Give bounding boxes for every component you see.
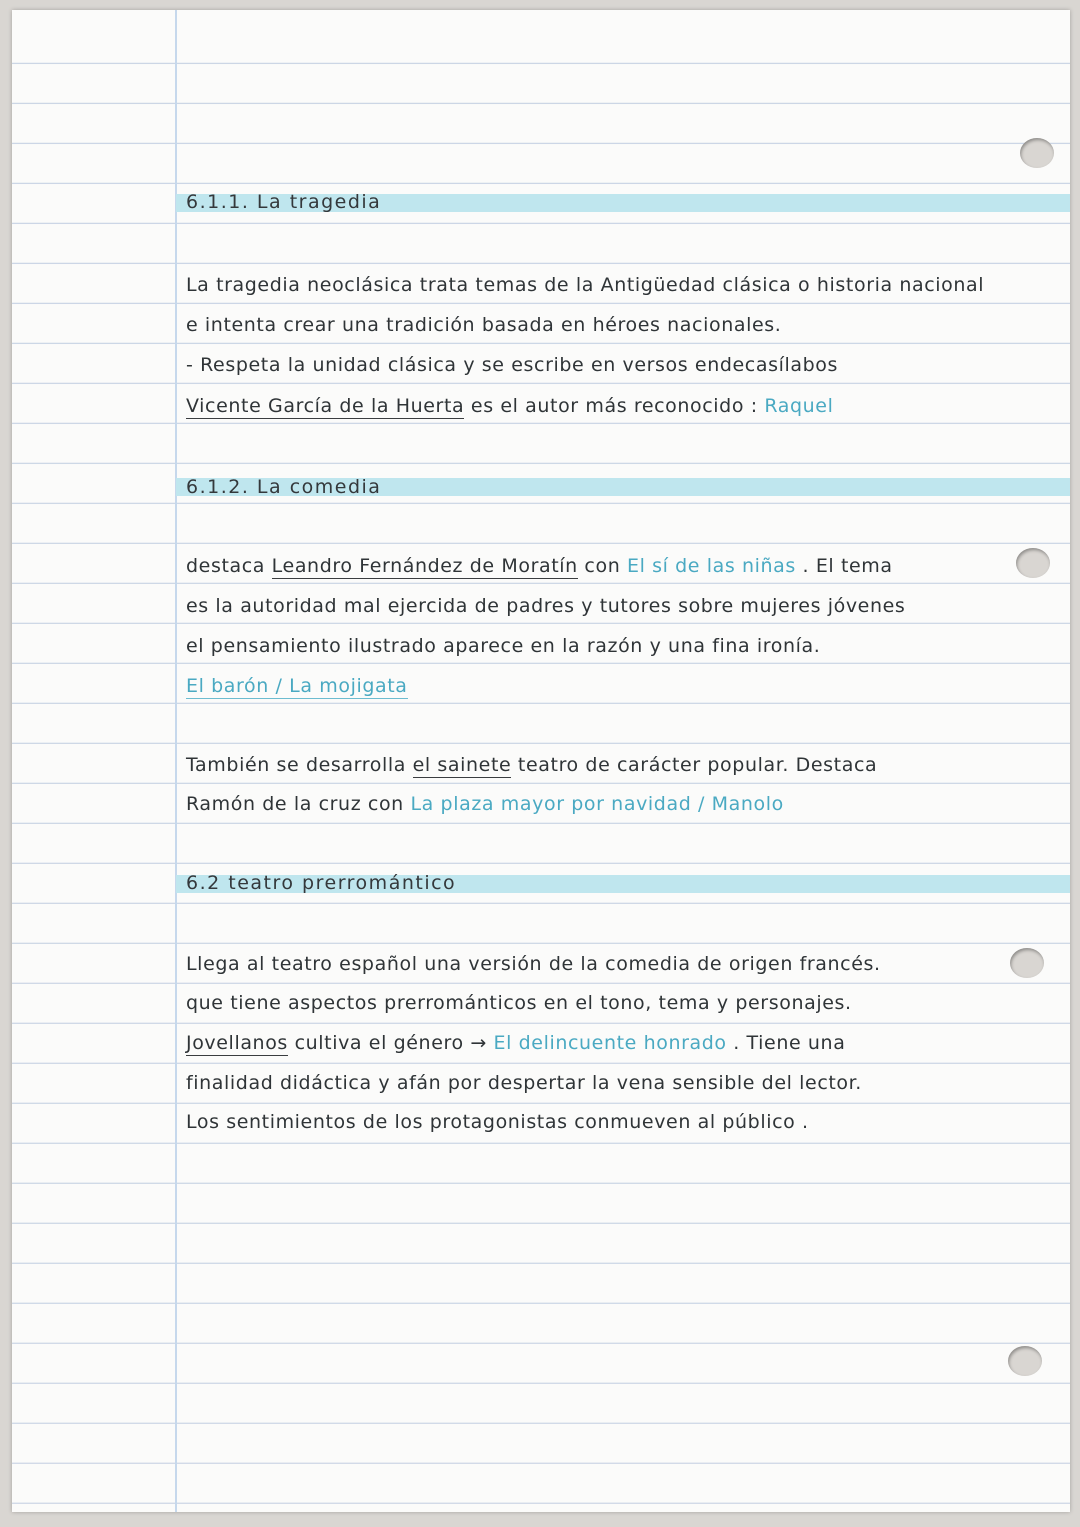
prerromantico-line-3-a: cultiva el género →: [287, 1032, 494, 1054]
tragedia-line-3: - Respeta la unidad clásica y se escribe en versos endecasílabos: [186, 354, 838, 376]
prerromantico-line-3-b: . Tiene una: [726, 1032, 846, 1054]
comedia-line-1-b: con: [577, 555, 627, 577]
comedia-line-5-a: También se desarrolla: [186, 754, 413, 776]
tragedia-line-2: e intenta crear una tradición basada en héroes nacionales.: [186, 314, 782, 336]
heading-tragedia: 6.1.1. La tragedia: [186, 191, 382, 213]
prerromantico-line-3: [186, 1031, 845, 1055]
notebook-page: [12, 10, 1070, 1512]
tragedia-line-1: La tragedia neoclásica trata temas de la Antigüedad clásica o historia nacional: [186, 274, 985, 296]
comedia-line-5-b: teatro de carácter popular. Destaca: [511, 754, 878, 776]
tragedia-line-4-text: es el autor más reconocido :: [464, 395, 765, 417]
comedia-line-5: [186, 753, 877, 777]
prerromantico-line-1: Llega al teatro español una versión de la comedia de origen francés.: [186, 953, 881, 975]
author-moratin: Leandro Fernández de Moratín: [271, 555, 578, 577]
prerromantico-line-4: finalidad didáctica y afán por despertar la vena sensible del lector.: [186, 1072, 862, 1094]
comedia-line-1-a: destaca: [186, 555, 272, 577]
heading-comedia: 6.1.2. La comedia: [186, 476, 382, 498]
comedia-line-1: [186, 554, 893, 578]
author-jovellanos: Jovellanos: [186, 1032, 288, 1054]
term-el-sainete: el sainete: [412, 754, 512, 776]
margin-line: [175, 10, 177, 1512]
comedia-line-6-a: Ramón de la cruz con: [186, 793, 411, 815]
work-raquel: Raquel: [764, 395, 834, 417]
author-garcia-de-la-huerta: Vicente García de la Huerta: [186, 395, 465, 417]
binder-hole: [1010, 948, 1044, 978]
binder-hole: [1020, 138, 1054, 168]
binder-hole: [1008, 1346, 1042, 1376]
comedia-line-6: [186, 792, 784, 816]
prerromantico-line-5: Los sentimientos de los protagonistas conmueven al público .: [186, 1111, 809, 1133]
prerromantico-line-2: que tiene aspectos prerrománticos en el tono, tema y personajes.: [186, 992, 852, 1014]
comedia-works: [186, 674, 408, 698]
comedia-line-1-c: . El tema: [795, 555, 893, 577]
work-el-delincuente-honrado: El delincuente honrado: [493, 1032, 727, 1054]
work-el-si-de-las-ninas: El sí de las niñas: [627, 555, 796, 577]
works-el-baron-la-mojigata: El barón / La mojigata: [186, 675, 408, 697]
comedia-line-2: es la autoridad mal ejercida de padres y tutores sobre mujeres jóvenes: [186, 595, 906, 617]
comedia-line-3: el pensamiento ilustrado aparece en la razón y una fina ironía.: [186, 635, 821, 657]
tragedia-line-4: [186, 394, 833, 418]
heading-prerromantico: 6.2 teatro prerromántico: [186, 872, 457, 894]
works-ramon-de-la-cruz: La plaza mayor por navidad / Manolo: [410, 793, 784, 815]
binder-hole: [1016, 548, 1050, 578]
